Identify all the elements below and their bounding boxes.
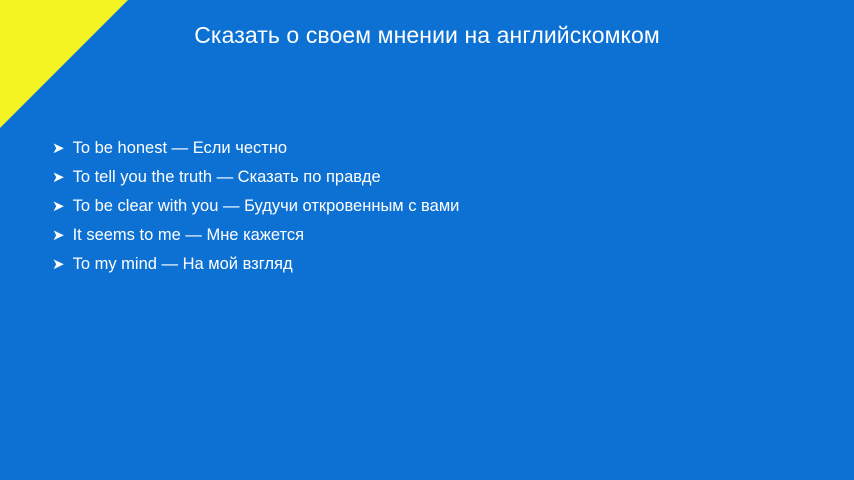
list-item-label: To tell you the truth — Сказать по правде	[72, 168, 381, 186]
list-item-label: To be honest — Если честно	[72, 139, 288, 157]
list-item	[52, 163, 812, 192]
list-item-label: To my mind — На мой взгляд	[72, 255, 293, 273]
list-item-label: It seems to me — Мне кажется	[72, 226, 305, 244]
arrow-bullet-icon: ➤	[52, 198, 65, 215]
bullet-list	[52, 134, 812, 279]
arrow-bullet-icon: ➤	[52, 140, 65, 157]
arrow-bullet-icon: ➤	[52, 256, 65, 273]
corner-ribbon	[0, 0, 128, 128]
list-item	[52, 221, 812, 250]
list-item-label: To be clear with you — Будучи откровенным с вами	[72, 197, 460, 215]
arrow-bullet-icon: ➤	[52, 169, 65, 186]
list-item	[52, 192, 812, 221]
arrow-bullet-icon: ➤	[52, 227, 65, 244]
list-item	[52, 250, 812, 279]
slide-title: Сказать о своем мнении на английскомком	[194, 22, 660, 48]
list-item	[52, 134, 812, 163]
